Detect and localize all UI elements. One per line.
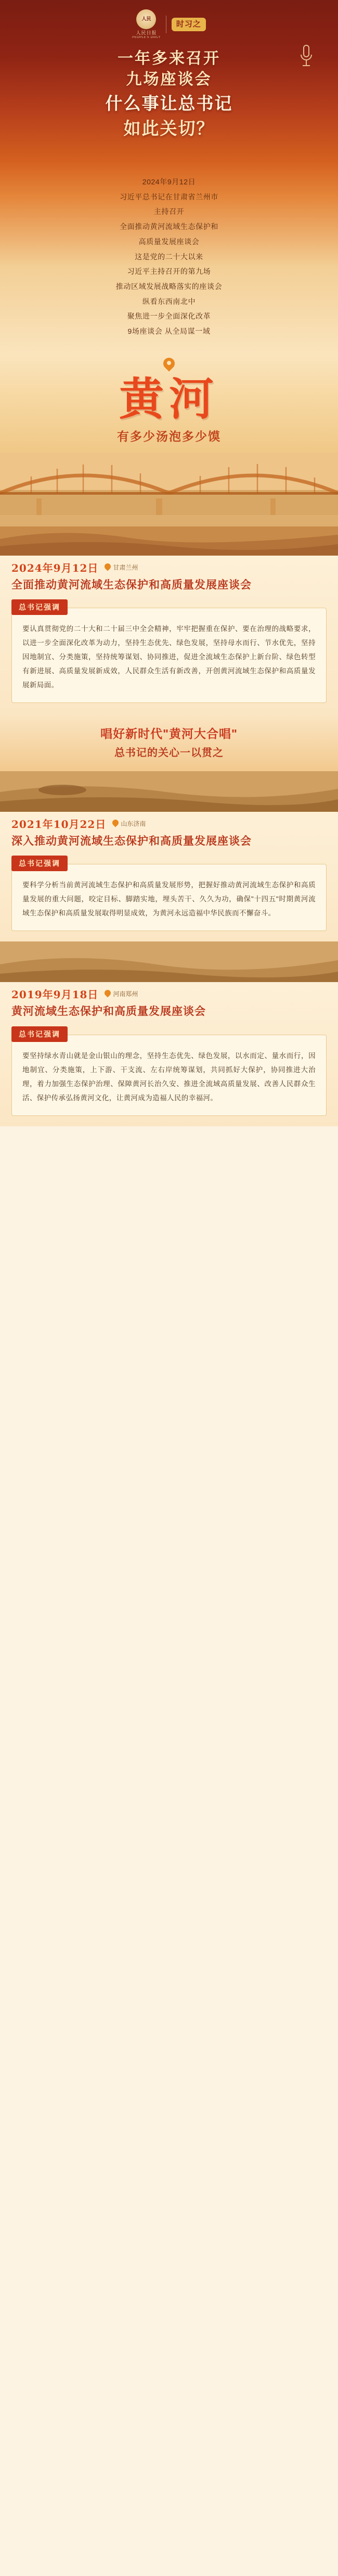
section-location-label: 甘肃兰州 [113, 563, 138, 571]
section-badge-2021: 总书记强调 [11, 856, 68, 871]
section-datebar-2024 [0, 556, 338, 576]
section-badge-2019: 总书记强调 [11, 1026, 68, 1042]
location-pin-icon [105, 563, 111, 571]
intro-line: 9场座谈会 从全局谋一域 [127, 326, 211, 335]
header [0, 0, 338, 161]
section-body-2024 [0, 556, 338, 714]
section-location [105, 563, 138, 572]
microphone-icon [298, 44, 314, 72]
intro-line: 推动区域发展战略落实的座谈会 [115, 282, 223, 291]
section-quote-2021: 要科学分析当前黄河流域生态保护和高质量发展形势，把握好推动黄河流域生态保护和高质量发展的重大问题，咬定目标、脚踏实地，埋头苦干、久久为功，确保"十四五"时期黄河流域生态保护和高质量发展取得明显成效，为黄河永远造福中华民族而不懈奋斗。 [11, 864, 327, 931]
location-pin-icon [112, 820, 119, 827]
intro-line: 高质量发展座谈会 [138, 237, 200, 246]
section-location-label: 山东济南 [121, 820, 146, 827]
intro-line: 主持召开 [153, 207, 185, 216]
location-pin-icon [105, 990, 111, 998]
section-datebar-2021 [0, 812, 338, 832]
section-location [112, 819, 146, 828]
section-datebar-2019 [0, 982, 338, 1002]
intro-line: 聚焦进一步全面深化改革 [127, 312, 211, 321]
section-body-2019 [0, 982, 338, 1126]
hero-subtitle: 有多少汤泡多少馍 [117, 429, 221, 443]
location-pin-icon [163, 358, 175, 372]
peoples-daily-mark: 人民 [136, 9, 156, 29]
section-2019 [0, 941, 338, 1126]
header-title-line2: 九场座谈会 [126, 71, 212, 89]
hero-title: 黄河 [119, 372, 219, 425]
intro-line: 纵看东西南北中 [142, 297, 196, 306]
section-quote-2019: 要坚持绿水青山就是金山银山的理念，坚持生态优先、绿色发展，以水而定、量水而行，因地制宜、分类施策，上下游、干支流、左右岸统筹谋划，共同抓好大保护，协同推进大治理，着力加强生态保护治理、保障黄河长治久安、推进全流域高质量发展、改善人民群众生活、保护传承弘扬黄河文化，让黄河成为造福人民的幸福河。 [11, 1035, 327, 1116]
intro-line: 这是党的二十大以来 [135, 252, 203, 261]
peoples-daily-name: 人民日报 [136, 30, 157, 35]
mid-banner [0, 713, 338, 771]
section-title-2019: 黄河流域生态保护和高质量发展座谈会 [11, 1006, 206, 1018]
peoples-daily-logo [132, 9, 161, 39]
section-location [105, 989, 138, 998]
header-title-line4: 如此关切？ [123, 118, 215, 138]
river-photo-graphic [0, 771, 338, 812]
shixizhi-logo: 时习之 [172, 18, 206, 31]
infographic-page [0, 0, 338, 1126]
intro-line: 习近平主持召开的第九场 [127, 267, 211, 276]
banner-line1: 唱好新时代"黄河大合唱" [100, 727, 238, 741]
header-logos [0, 9, 338, 46]
section-photo-2021 [0, 771, 338, 812]
hero-block [0, 355, 338, 453]
bridge-illustration [0, 453, 338, 515]
intro-line: 2024年9月12日 [142, 178, 196, 186]
section-2024 [0, 515, 338, 714]
section-date: 2021年10月22日 [11, 818, 107, 831]
section-date: 2024年9月12日 [11, 561, 99, 574]
section-photo-2024 [0, 515, 338, 556]
river-photo-graphic [0, 941, 338, 982]
intro-line: 全面推动黄河流域生态保护和 [120, 222, 218, 231]
banner-line2: 总书记的关心一以贯之 [114, 747, 224, 759]
header-title-block [0, 46, 338, 140]
section-location-label: 河南郑州 [113, 990, 138, 998]
bridge-graphic [0, 453, 338, 515]
section-title-2024: 全面推动黄河流域生态保护和高质量发展座谈会 [11, 579, 252, 591]
section-body-2021 [0, 812, 338, 942]
section-title-2021: 深入推动黄河流域生态保护和高质量发展座谈会 [11, 835, 252, 847]
river-photo-graphic [0, 515, 338, 556]
intro-block [0, 161, 338, 355]
section-badge-2024: 总书记强调 [11, 599, 68, 615]
peoples-daily-name-en: PEOPLE'S DAILY [132, 35, 161, 39]
section-date: 2019年9月18日 [11, 988, 99, 1001]
section-2021 [0, 771, 338, 942]
section-quote-2024: 要认真贯彻党的二十大和二十届三中全会精神，牢牢把握重在保护、要在治理的战略要求，以进一步全面深化改革为动力，坚持生态优先、绿色发展，坚持母水而行、节水优先，坚持因地制宜、分类施策，坚持统筹谋划、协同推进，促进全流域生态保护上新台阶、绿色转型有新进展、高质量发展新成效，人民群众生活有新改善，开创黄河流域生态保护和高质量发展新局面。 [11, 608, 327, 703]
section-photo-2019 [0, 941, 338, 982]
intro-line: 习近平总书记在甘肃省兰州市 [120, 192, 218, 201]
header-title-line1: 一年多来召开 [118, 50, 220, 68]
header-title-line3: 什么事让总书记 [105, 93, 233, 113]
